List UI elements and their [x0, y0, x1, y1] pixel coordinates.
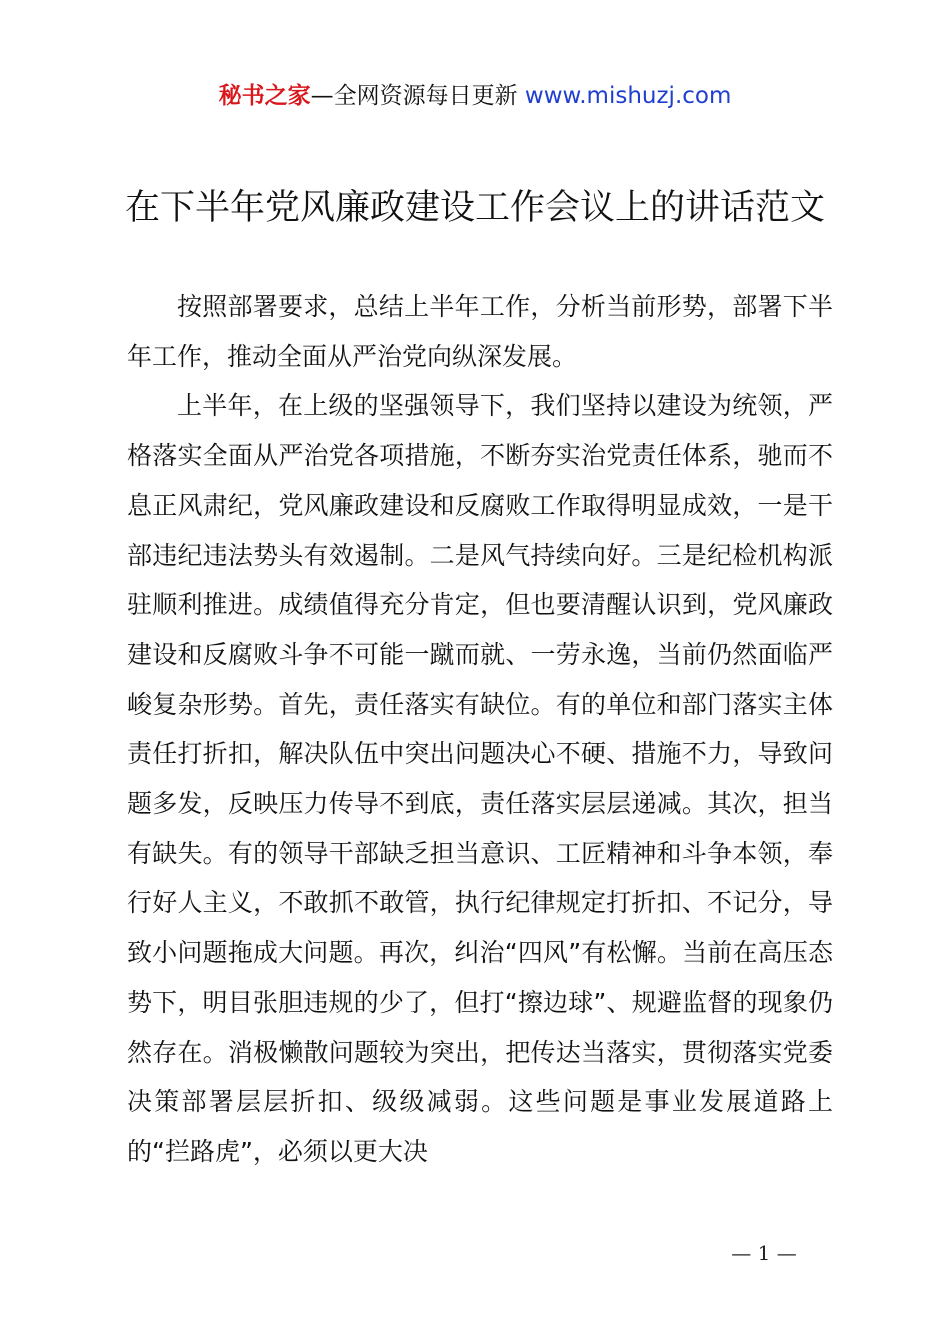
site-name: 秘书之家 — [218, 83, 311, 109]
document-body — [127, 282, 833, 1177]
site-tagline: —全网资源每日更新 — [310, 83, 525, 109]
paragraph-intro: 按照部署要求，总结上半年工作，分析当前形势，部署下半年工作，推动全面从严治党向纵深发展。 — [127, 292, 833, 371]
page-number: — 1 — — [731, 1241, 797, 1265]
document-title: 在下半年党风廉政建设工作会议上的讲话范文 — [124, 188, 825, 228]
site-header — [0, 80, 950, 112]
site-url-link[interactable]: www.mishuzj.com — [524, 83, 732, 109]
paragraph-first-half-review: 上半年，在上级的坚强领导下，我们坚持以建设为统领，严格落实全面从严治党各项措施，不断夯实治党责任体系，驰而不息正风肃纪，党风廉政建设和反腐败工作取得明显成效，一是干部违纪违法势头有效遏制。二是风气持续向好。三是纪检机构派驻顺利推进。成绩值得充分肯定，但也要清醒认识到，党风廉政建设和反腐败斗争不可能一蹴而就、一劳永逸，当前仍然面临严峻复杂形势。首先，责任落实有缺位。有的单位和部门落实主体责任打折扣，解决队伍中突出问题决心不硬、措施不力，导致问题多发，反映压力传导不到底，责任落实层层递减。其次，担当有缺失。有的领导干部缺乏担当意识、工匠精神和斗争本领，奉行好人主义，不敢抓不敢管，执行纪律规定打折扣、不记分，导致小问题拖成大问题。再次，纠治“四风”有松懈。当前在高压态势下，明目张胆违规的少了，但打“擦边球”、规避监督的现象仍然存在。消极懒散问题较为突出，把传达当落实，贯彻落实党委决策部署层层折扣、级级减弱。这些问题是事业发展道路上的“拦路虎”，必须以更大决 — [127, 391, 833, 1166]
